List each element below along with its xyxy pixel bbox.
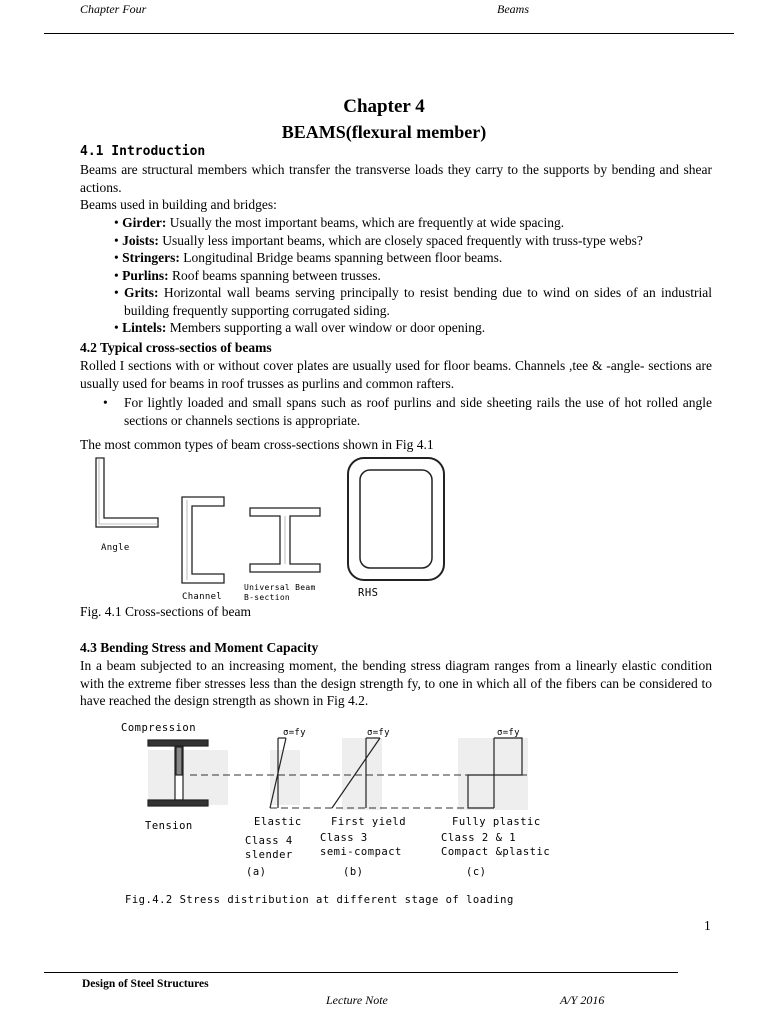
first-yield-label: First yield <box>331 816 407 828</box>
fig-4-2-diagram <box>110 730 550 820</box>
chapter-subtitle: BEAMS(flexural member) <box>281 122 487 142</box>
channel-section-shape <box>182 497 224 583</box>
section-heading-4-1: 4.1 Introduction <box>80 144 206 159</box>
angle-label: Angle <box>101 543 130 553</box>
list-item: • Grits: Horizontal wall beams serving principally to resist bending due to wind on sides of an industrial building frequently supporting corrugated siding. <box>114 285 712 318</box>
label-b: (b) <box>343 866 364 878</box>
universal-beam-label: Universal Beam <box>244 583 316 592</box>
rhs-label: RHS <box>358 587 379 599</box>
b-section-label: B-section <box>244 593 291 602</box>
rhs-section-shape <box>348 458 444 580</box>
elastic-label: Elastic <box>254 816 302 828</box>
fully-plastic-label: Fully plastic <box>452 816 541 828</box>
angle-section-shape <box>96 458 158 527</box>
bending-stress-paragraph: In a beam subjected to an increasing moment, the bending stress diagram ranges from a linearly elastic condition with the extreme fiber stresses less than the design strength fy, to one in which all of the fibers can be considered to have reached the design strength as shown in Fig 4.2. <box>80 658 712 708</box>
label-c: (c) <box>466 866 487 878</box>
list-item: • Girder: Usually the most important beams, which are frequently at wide spacing. <box>114 215 565 230</box>
header-rule <box>44 33 734 34</box>
cross-section-bullet: For lightly loaded and small spans such as roof purlins and side sheeting rails the use of hot rolled angle sections or channels sections is appropriate. <box>124 395 712 428</box>
label-a: (a) <box>246 866 267 878</box>
list-item: • Stringers: Longitudinal Bridge beams spanning between floor beams. <box>114 250 503 265</box>
channel-label: Channel <box>182 592 223 602</box>
class-4-label: Class 4 <box>245 835 293 847</box>
section-heading-4-2: 4.2 Typical cross-sectios of beams <box>80 340 272 355</box>
sigma-fy-label-c: σ=fy <box>497 728 520 738</box>
slender-label: slender <box>245 849 293 861</box>
fig-4-2-caption: Fig.4.2 Stress distribution at different stage of loading <box>125 894 514 906</box>
sigma-fy-label-b: σ=fy <box>367 728 390 738</box>
footer-academic-year: A/Y 2016 <box>560 993 605 1007</box>
cross-section-paragraph: Rolled I sections with or without cover plates are usually used for floor beams. Channels ,tee & -angle- sections are usually used for beams in roof trusses as purlins and common rafters. <box>80 358 712 391</box>
section-heading-4-3: 4.3 Bending Stress and Moment Capacity <box>80 640 319 655</box>
compression-label: Compression <box>121 722 197 734</box>
footer-course: Design of Steel Structures <box>82 978 209 990</box>
list-item: • Lintels: Members supporting a wall over window or door opening. <box>114 320 486 335</box>
semi-compact-label: semi-compact <box>320 846 402 858</box>
bullet-dot: • <box>103 395 108 410</box>
header-topic: Beams <box>497 2 529 16</box>
chapter-title: Chapter 4 <box>343 96 425 117</box>
sigma-fy-label-a: σ=fy <box>283 728 306 738</box>
class-3-label: Class 3 <box>320 832 368 844</box>
fig-4-1-lead: The most common types of beam cross-sections shown in Fig 4.1 <box>80 437 434 452</box>
header-chapter: Chapter Four <box>80 2 147 16</box>
fig-4-1-diagram <box>80 450 500 605</box>
fig-4-1-caption: Fig. 4.1 Cross-sections of beam <box>80 604 251 619</box>
beam-type-list <box>114 214 712 337</box>
intro-list-lead: Beams used in building and bridges: <box>80 197 277 212</box>
intro-paragraph: Beams are structural members which transfer the transverse loads they carry to the supports by bending and shear actions. <box>80 162 712 195</box>
list-item: • Purlins: Roof beams spanning between trusses. <box>114 267 381 283</box>
page-number: 1 <box>704 918 711 933</box>
tension-label: Tension <box>145 820 193 832</box>
footer-rule <box>44 972 678 973</box>
compact-plastic-label: Compact &plastic <box>441 846 551 858</box>
footer-lecture-note: Lecture Note <box>326 993 388 1007</box>
list-item: • Joists: Usually less important beams, which are closely spaced frequently with truss-type webs? <box>114 232 643 248</box>
universal-beam-shape <box>250 508 320 572</box>
class-2-1-label: Class 2 & 1 <box>441 832 517 844</box>
